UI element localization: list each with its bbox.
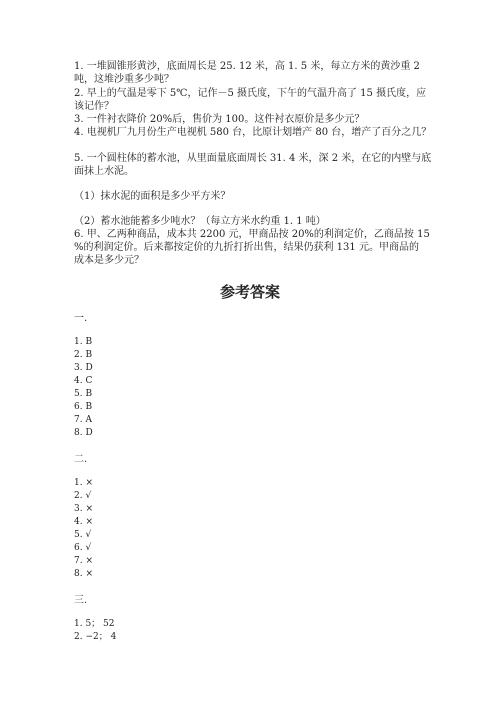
section-2-item: 6. √	[74, 543, 92, 553]
section-2-item: 2. √	[74, 491, 92, 501]
question-6-line-1: 6. 甲、乙两种商品，成本共 2200 元，甲商品按 20%的利润定价，乙商品按 15	[74, 229, 430, 240]
section-2-item: 4. ×	[74, 517, 93, 527]
question-1-line-1: 1. 一堆圆锥形黄沙，底面周长是 25. 12 米，高 1. 5 米，每立方米的黄沙重 2	[74, 61, 420, 72]
question-6-line-2: %的利润定价。后来都按定价的九折打折出售，结果仍获利 131 元。甲商品的	[74, 242, 419, 253]
section-1-item: 5. B	[74, 389, 93, 399]
question-2-line-2: 该记作？	[74, 101, 114, 112]
section-2-heading: 二.	[74, 454, 88, 465]
section-2-item: 8. ×	[74, 569, 93, 579]
section-1-item: 2. B	[74, 350, 93, 360]
section-2-item: 5. √	[74, 530, 92, 540]
question-5-line-1: 5. 一个圆柱体的蓄水池，从里面量底面周长 31. 4 米，深 2 米，在它的内壁与底	[74, 153, 432, 164]
section-3-item: 1. 5； 52	[74, 619, 115, 629]
question-5-sub-2: （2）蓄水池能蓄多少吨水？（每立方米水约重 1. 1 吨）	[74, 216, 326, 227]
question-3: 3. 一件衬衣降价 20%后，售价为 100。这件衬衣原价是多少元？	[74, 114, 365, 125]
question-2-line-1: 2. 早上的气温是零下 5℃，记作－5 摄氏度，下午的气温升高了 15 摄氏度，应	[74, 88, 427, 99]
section-3-item: 2. −2； 4	[74, 632, 117, 642]
section-3-heading: 三.	[74, 595, 88, 606]
question-4: 4. 电视机厂九月份生产电视机 580 台，比原计划增产 80 台，增产了百分之几？	[74, 127, 432, 138]
section-1-item: 3. D	[74, 363, 93, 373]
section-2-item: 3. ×	[74, 504, 93, 514]
section-1-item: 1. B	[74, 337, 93, 347]
section-1-item: 8. D	[74, 428, 93, 438]
answers-title: 参考答案	[219, 283, 280, 301]
question-6-line-3: 成本是多少元？	[74, 255, 144, 266]
section-2-item: 7. ×	[74, 556, 93, 566]
section-1-heading: 一.	[74, 313, 88, 324]
section-2-item: 1. ×	[74, 478, 93, 488]
question-1-line-2: 吨，这堆沙重多少吨？	[74, 74, 174, 85]
question-5-sub-1: （1）抹水泥的面积是多少平方米？	[74, 191, 231, 202]
section-1-item: 4. C	[74, 376, 93, 386]
section-1-item: 7. A	[74, 415, 92, 425]
section-1-item: 6. B	[74, 402, 93, 412]
question-5-line-2: 面抹上水泥。	[74, 166, 134, 177]
